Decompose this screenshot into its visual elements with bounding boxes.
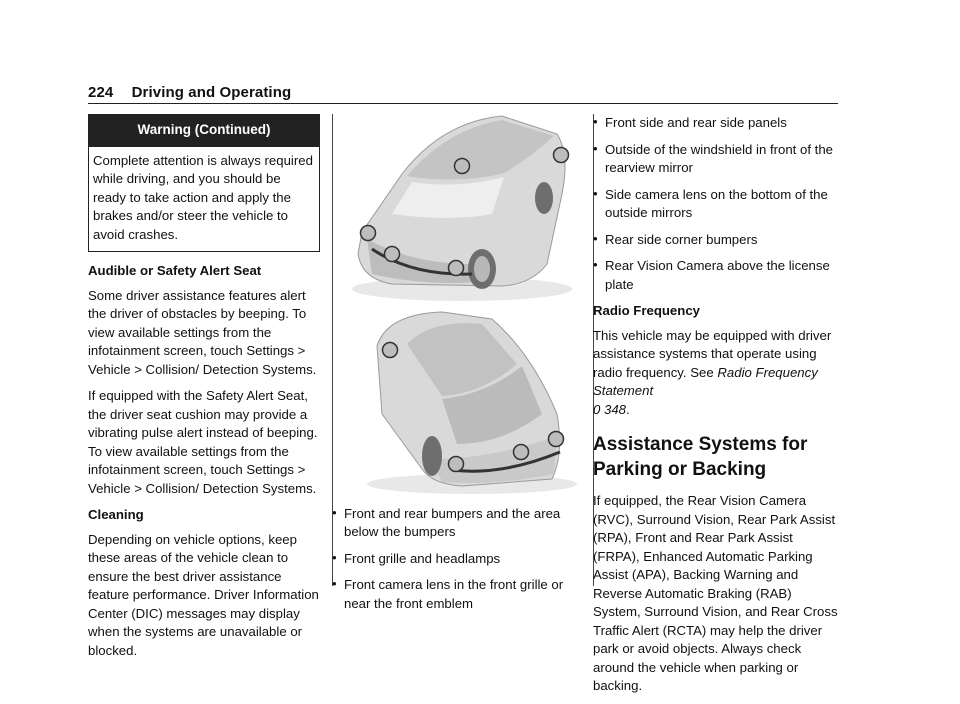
front-sensor-marker — [455, 159, 470, 174]
header-rule — [88, 103, 838, 104]
cleaning-paragraph: Depending on vehicle options, keep these areas of the vehicle clean to ensure the best driver assistance feature performance. Driver Information Center (DIC) messages may display when the systems are unavailable or blocked. — [88, 531, 319, 658]
rear-sensor-marker — [514, 445, 529, 460]
warning-body: Complete attention is always required while driving, and you should be ready to take action and apply the brakes and/or steer the vehicle to avoid crashes. — [93, 152, 313, 242]
bullet-icon: • — [593, 230, 598, 246]
bullet-icon: • — [593, 185, 598, 201]
section-title: Assistance Systems for Parking or Backing — [593, 434, 808, 480]
radio-frequency-paragraph: This vehicle may be equipped with driver assistance systems that operate using radio frequency. See Radio Frequency Statement 0 348. — [593, 327, 832, 417]
bullet-list-middle — [332, 505, 587, 614]
list-item: • Front side and rear side panels — [593, 114, 787, 130]
bullet-icon: • — [332, 549, 337, 565]
cleaning-heading: Cleaning — [88, 507, 144, 522]
radio-frequency-heading: Radio Frequency — [593, 303, 700, 318]
bullet-icon: • — [593, 257, 598, 272]
audible-heading: Audible or Safety Alert Seat — [88, 263, 262, 278]
bullet-list-right — [593, 114, 838, 294]
list-item: • Outside of the windshield in front of the rearview mirror — [593, 140, 833, 175]
column-right — [593, 114, 838, 704]
bullet-icon: • — [332, 576, 337, 591]
radio-frequency-link[interactable]: Radio Frequency Statement — [593, 364, 818, 398]
front-car-illustration — [352, 116, 572, 301]
list-item: • Front grille and headlamps — [332, 549, 501, 566]
vehicle-figure — [332, 114, 587, 499]
front-sensor-marker — [361, 226, 376, 241]
bullet-icon: • — [593, 140, 598, 156]
list-item: • Rear Vision Camera above the license plate — [593, 257, 830, 292]
list-item: • Front camera lens in the front grille or near the front emblem — [332, 576, 564, 611]
page-reference-link[interactable]: 348 — [604, 401, 627, 417]
running-header — [88, 84, 291, 101]
front-sensor-marker — [449, 261, 464, 276]
warning-title: Warning (Continued) — [89, 115, 319, 147]
page-number: 224 — [88, 84, 114, 101]
page-reference-icon: 0 — [593, 401, 601, 417]
bullet-icon: • — [332, 504, 337, 520]
front-sensor-marker — [385, 247, 400, 262]
list-item: • Front and rear bumpers and the area below the bumpers — [332, 504, 561, 539]
rear-sensor-marker — [383, 343, 398, 358]
column-left — [88, 114, 320, 668]
rear-sensor-marker — [549, 432, 564, 447]
bullet-icon: • — [593, 114, 598, 129]
warning-box — [88, 114, 320, 252]
rear-car-illustration — [367, 312, 577, 494]
column-middle — [332, 114, 587, 621]
rear-sensor-marker — [449, 457, 464, 472]
section-paragraph: If equipped, the Rear Vision Camera (RVC), Surround Vision, Rear Park Assist (RPA), Front and Rear Park Assist (FRPA), Enhanced Automatic Parking Assist (APA), Backing Warning and Reverse Automatic Braking (RAB) System, Surround Vision, and Rear Cross Traffic Alert (RCTA) may help the driver park or avoid objects. Always check around the vehicle when parking or backing. — [593, 493, 838, 693]
safety-seat-paragraph: If equipped with the Safety Alert Seat, the driver seat cushion may provide a vibrating pulse alert instead of beeping. To view available settings from the infotainment screen, touch Settings > Vehicle > Collision/ Detection Systems. — [88, 388, 318, 496]
list-item: • Rear side corner bumpers — [593, 230, 758, 247]
audible-paragraph: Some driver assistance features alert the driver of obstacles by beeping. To view available settings from the infotainment screen, touch Settings > Vehicle > Collision/ Detection Systems. — [88, 287, 317, 377]
front-sensor-marker — [554, 148, 569, 163]
section-name: Driving and Operating — [131, 84, 292, 101]
list-item: • Side camera lens on the bottom of the outside mirrors — [593, 185, 828, 220]
